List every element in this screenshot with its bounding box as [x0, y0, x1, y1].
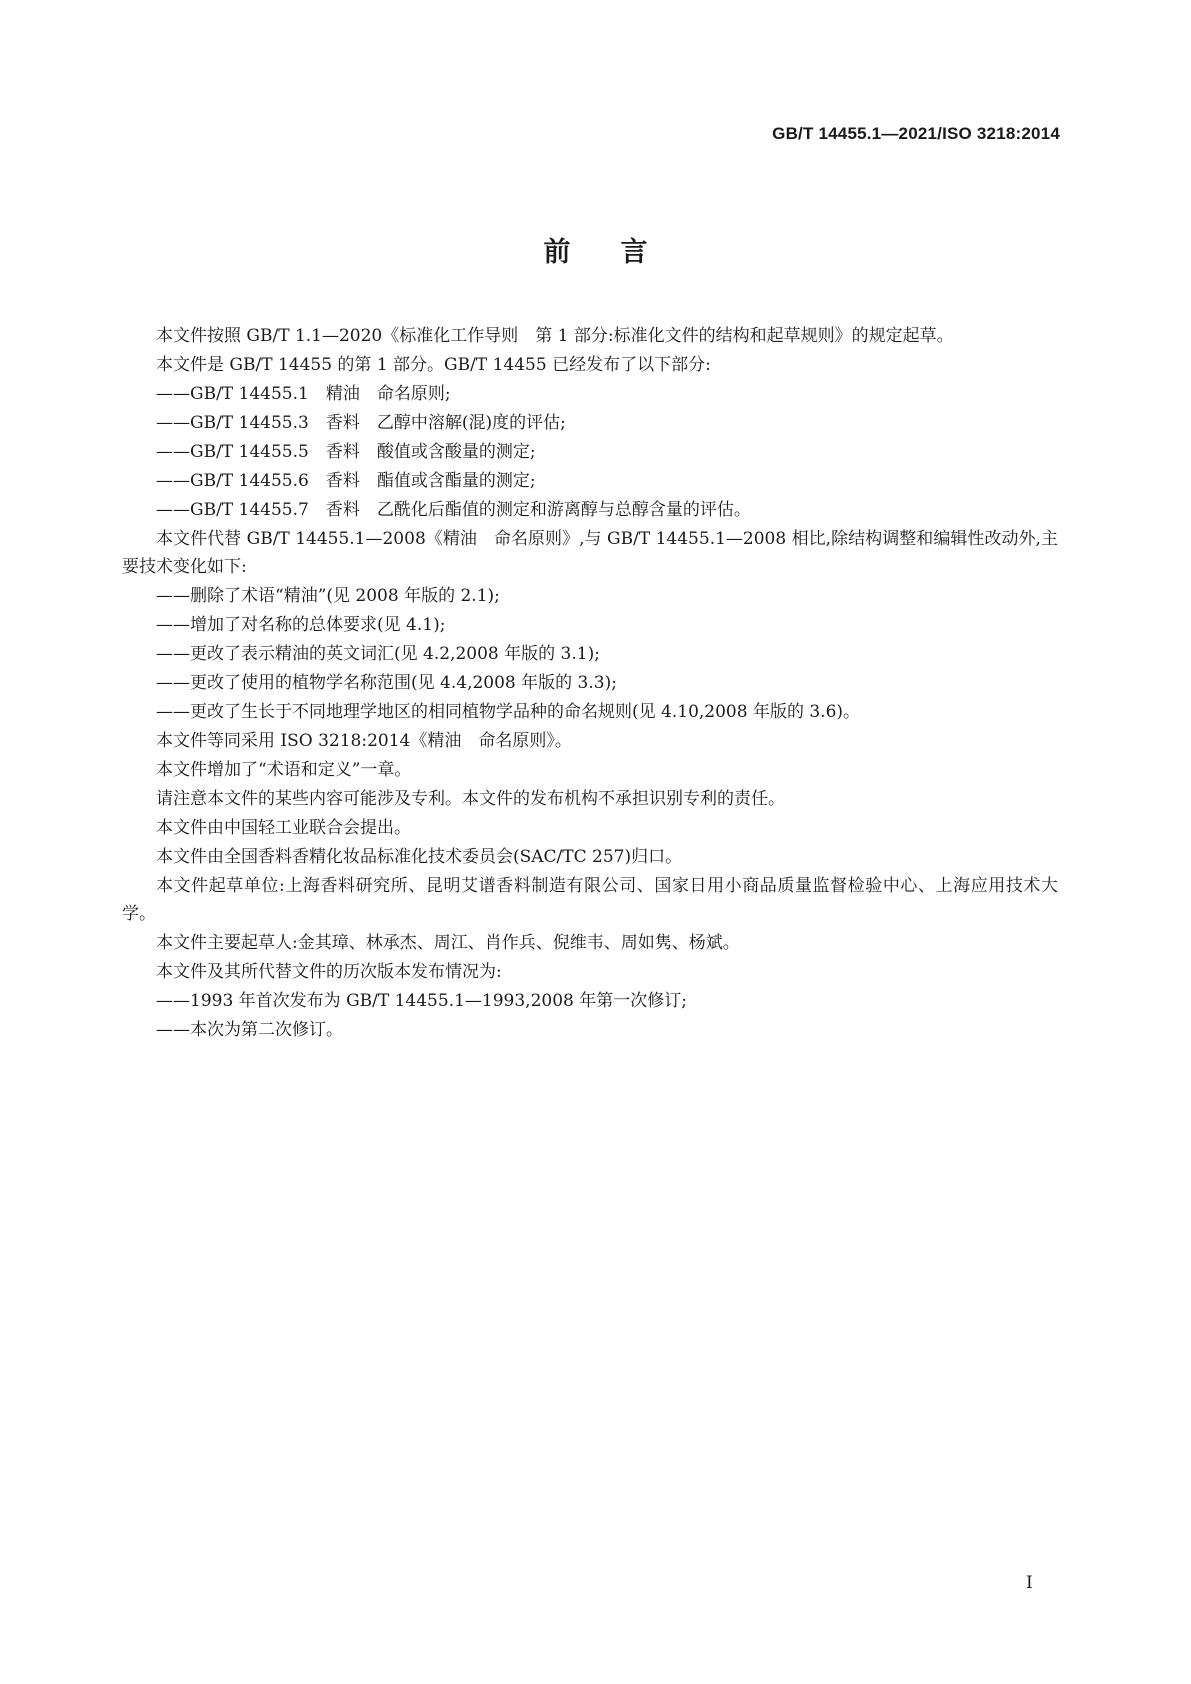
paragraph-drafters: 本文件主要起草人:金其璋、林承杰、周江、肖作兵、倪维韦、周如隽、杨斌。	[156, 933, 740, 953]
paragraph-drafting-units: 本文件起草单位:上海香料研究所、昆明艾谱香料制造有限公司、国家日用小商品质量监督检验中心、上海应用技术大学。	[122, 876, 1058, 924]
foreword-body	[122, 322, 1058, 1045]
list-item-history-2: ——本次为第二次修订。	[156, 1020, 343, 1040]
list-item-change-1: ——删除了术语“精油”(见 2008 年版的 2.1);	[156, 586, 500, 606]
paragraph-iso-adoption: 本文件等同采用 ISO 3218:2014《精油 命名原则》。	[156, 731, 572, 751]
paragraph-drafting-basis: 本文件按照 GB/T 1.1—2020《标准化工作导则 第 1 部分:标准化文件的结构和起草规则》的规定起草。	[156, 326, 954, 346]
page-title: 前言	[543, 237, 698, 268]
paragraph-patent-notice: 请注意本文件的某些内容可能涉及专利。本文件的发布机构不承担识别专利的责任。	[156, 789, 785, 809]
list-item-part-1: ——GB/T 14455.1 精油 命名原则;	[156, 384, 451, 404]
paragraph-added-chapter: 本文件增加了“术语和定义”一章。	[156, 760, 412, 780]
list-item-change-4: ——更改了使用的植物学名称范围(见 4.4,2008 年版的 3.3);	[156, 673, 617, 693]
list-item-history-1: ——1993 年首次发布为 GB/T 14455.1—1993,2008 年第一次修订;	[156, 991, 687, 1011]
list-item-change-3: ——更改了表示精油的英文词汇(见 4.2,2008 年版的 3.1);	[156, 644, 600, 664]
list-item-change-2: ——增加了对名称的总体要求(见 4.1);	[156, 615, 446, 635]
paragraph-history-intro: 本文件及其所代替文件的历次版本发布情况为:	[156, 962, 502, 982]
list-item-part-5: ——GB/T 14455.5 香料 酸值或含酸量的测定;	[156, 442, 536, 462]
list-item-part-3: ——GB/T 14455.3 香料 乙醇中溶解(混)度的评估;	[156, 413, 566, 433]
page-number: I	[1026, 1573, 1033, 1593]
list-item-change-5: ——更改了生长于不同地理学地区的相同植物学品种的命名规则(见 4.10,2008 年版的 3.6)。	[156, 702, 861, 722]
paragraph-technical-committee: 本文件由全国香料香精化妆品标准化技术委员会(SAC/TC 257)归口。	[156, 847, 683, 867]
list-item-part-6: ——GB/T 14455.6 香料 酯值或含酯量的测定;	[156, 471, 536, 491]
paragraph-replacement: 本文件代替 GB/T 14455.1—2008《精油 命名原则》,与 GB/T 14455.1—2008 相比,除结构调整和编辑性改动外,主要技术变化如下:	[122, 529, 1058, 577]
standard-code-header: GB/T 14455.1—2021/ISO 3218:2014	[772, 124, 1060, 143]
paragraph-proposer: 本文件由中国轻工业联合会提出。	[156, 818, 411, 838]
list-item-part-7: ——GB/T 14455.7 香料 乙酰化后酯值的测定和游离醇与总醇含量的评估。	[156, 500, 751, 520]
paragraph-parts-intro: 本文件是 GB/T 14455 的第 1 部分。GB/T 14455 已经发布了以下部分:	[156, 355, 711, 375]
